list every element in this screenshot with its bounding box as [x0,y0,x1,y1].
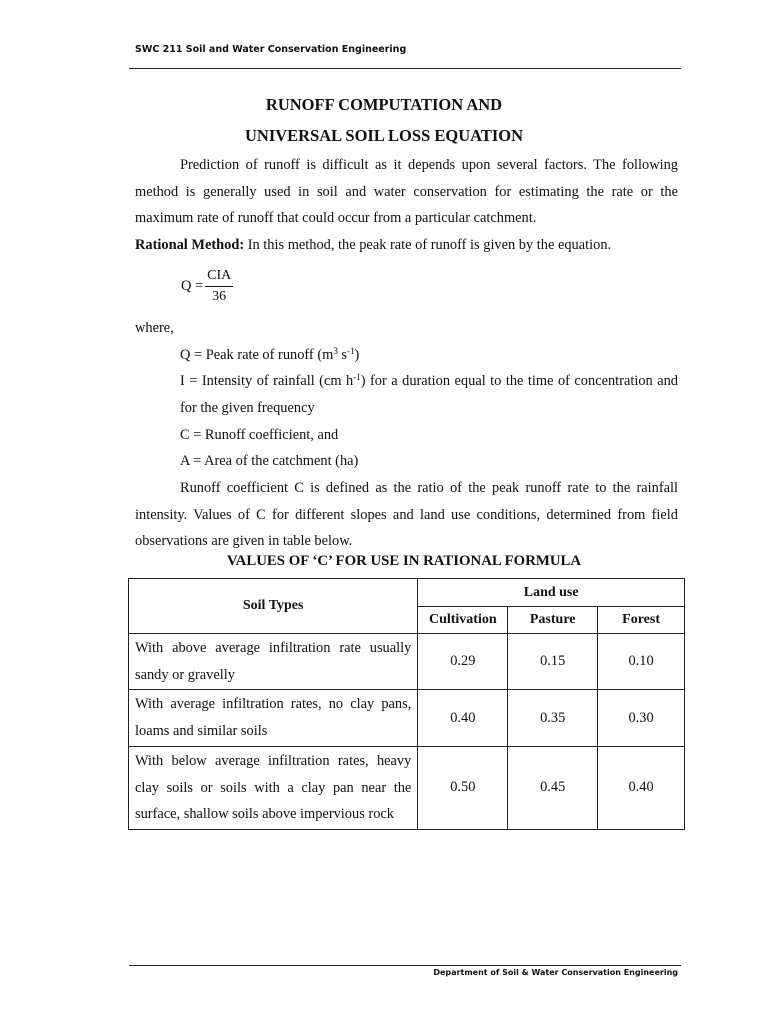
value-cell: 0.15 [508,634,598,690]
soil-type-cell: With average infiltration rates, no clay pans, loams and similar soils [129,690,418,746]
land-use-header: Land use [418,579,685,607]
value-cell: 0.40 [418,690,508,746]
rational-method-label: Rational Method: [135,237,245,254]
runoff-coefficient-table [128,578,685,830]
formula-lhs: Q = [181,278,204,295]
where-label: where, [135,319,174,336]
soil-types-header: Soil Types [129,579,418,634]
coefficient-paragraph: Runoff coefficient C is defined as the ratio of the peak runoff rate to the rainfall intensity. Values of C for different slopes and land use conditions, determined from field observations are given in table below. [135,480,678,550]
rational-method-text: In this method, the peak rate of runoff is given by the equation. [244,237,612,254]
table-title: VALUES OF ‘C’ FOR USE IN RATIONAL FORMULA [226,553,582,569]
value-cell: 0.35 [508,690,598,746]
i-definition: I = Intensity of rainfall (cm $h^{-1}$) for a duration equal to the time of concentration and for the given frequency [180,372,678,416]
q-definition: Q = Peak rate of runoff ($m^3$ $s^{-1}$) [180,345,360,363]
table-row [129,634,685,690]
table-row [129,746,685,829]
col-cultivation: Cultivation [418,607,508,634]
title-line-2: UNIVERSAL SOIL LOSS EQUATION [245,126,523,145]
a-definition: A = Area of the catchment (ha) [180,453,359,470]
rational-method-paragraph [135,232,678,259]
rational-formula [135,259,678,315]
value-cell: 0.40 [598,746,685,829]
header-rule [129,68,681,69]
formula-denominator: 36 [212,288,227,304]
col-pasture: Pasture [508,607,598,634]
value-cell: 0.50 [418,746,508,829]
footer-rule [129,965,681,966]
body-text [135,152,678,555]
c-definition: C = Runoff coefficient, and [180,426,339,443]
formula-fraction [205,267,233,307]
intro-paragraph: Prediction of runoff is difficult as it depends upon several factors. The following method is generally used in soil and water conservation for estimating the rate or the maximum rate of runoff that could occur from a particular catchment. [135,157,678,227]
page-footer: Department of Soil & Water Conservation Engineering [433,968,678,977]
formula-numerator: CIA [205,267,233,287]
soil-type-cell: With above average infiltration rate usually sandy or gravelly [129,634,418,690]
value-cell: 0.30 [598,690,685,746]
title-line-1: RUNOFF COMPUTATION AND [265,95,503,114]
soil-type-cell: With below average infiltration rates, heavy clay soils or soils with a clay pan near the surface, shallow soils above impervious rock [129,746,418,829]
page-header: SWC 211 Soil and Water Conservation Engineering [135,44,407,55]
table-row [129,690,685,746]
col-forest: Forest [598,607,685,634]
value-cell: 0.45 [508,746,598,829]
value-cell: 0.29 [418,634,508,690]
table-header-row [129,579,685,607]
value-cell: 0.10 [598,634,685,690]
